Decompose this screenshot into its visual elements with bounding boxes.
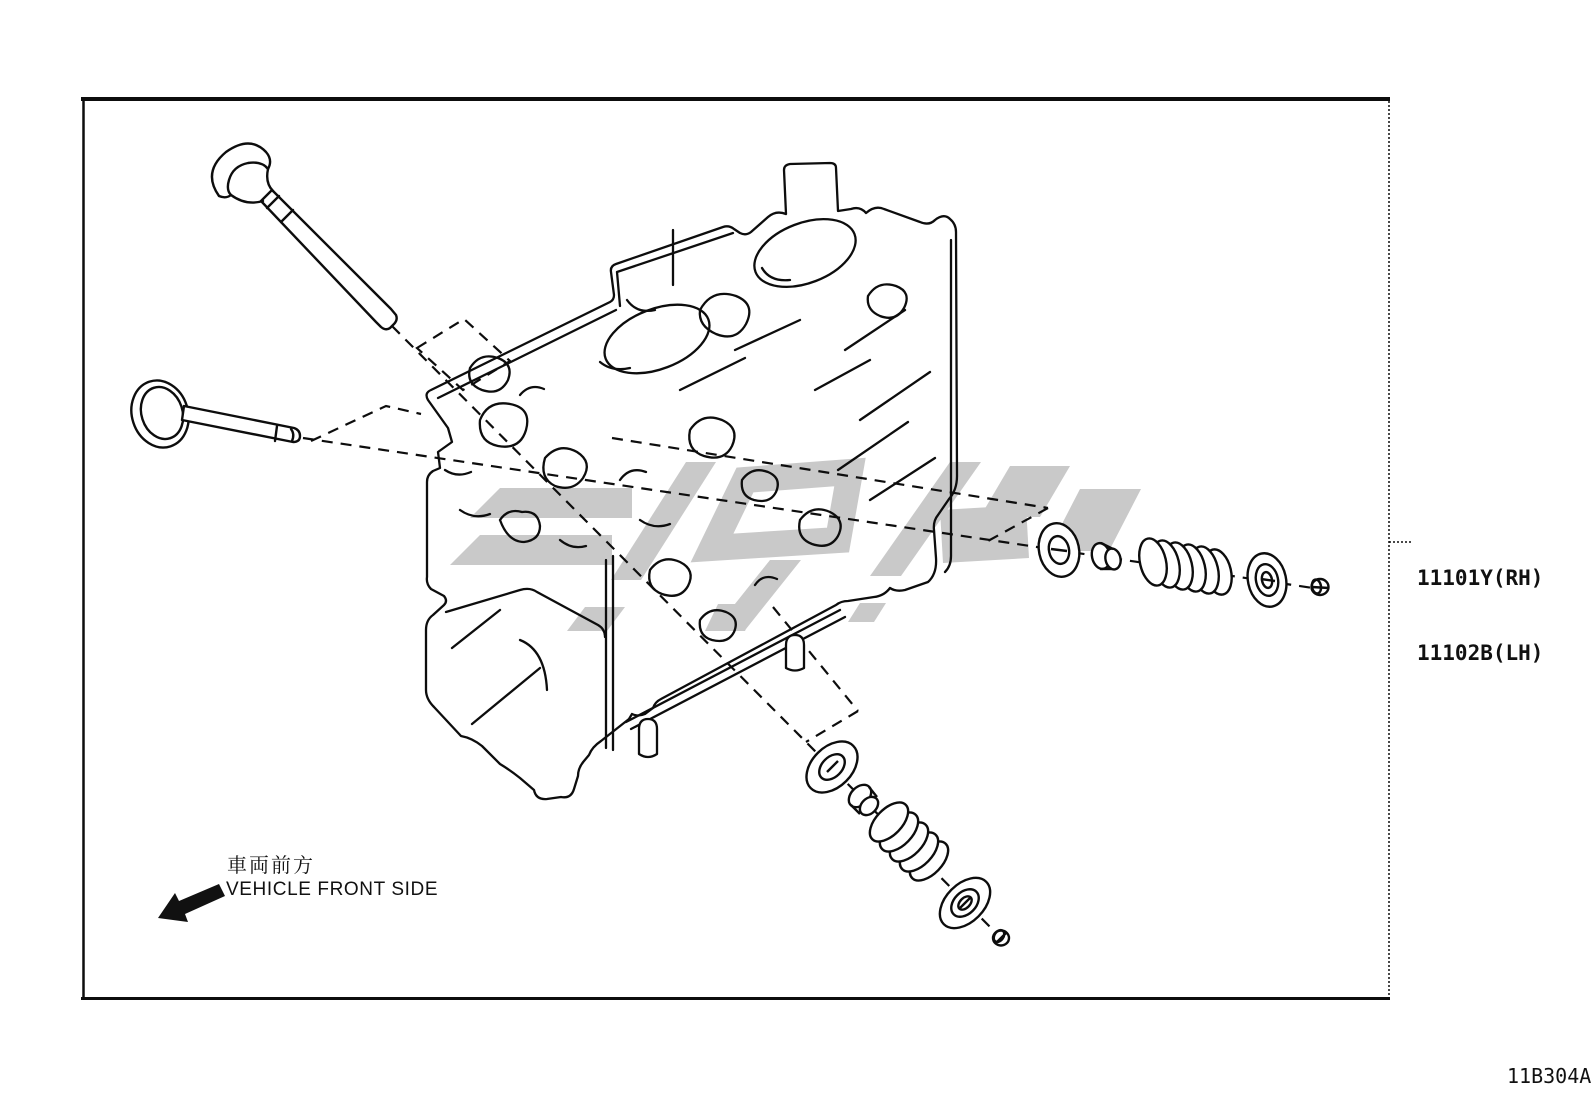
lower-valve-kit-drawing [797, 732, 1009, 946]
valve-keeper [1311, 579, 1329, 595]
vehicle-front-label-en: VEHICLE FRONT SIDE [226, 879, 439, 900]
intake-valve-drawing [123, 373, 300, 455]
valve-stem [182, 406, 300, 442]
valve-stem-oil-seal [1089, 541, 1122, 570]
vehicle-front-label-jp: 車両前方 [227, 853, 315, 877]
part-number-callout [1417, 516, 1543, 716]
valve-spring [1135, 536, 1236, 598]
part-number-line2: 11102B(LH) [1417, 641, 1544, 665]
valve-keeper [992, 928, 1009, 945]
part-number-line1: 11101Y(RH) [1417, 566, 1544, 590]
valve-spring-retainer [930, 868, 999, 937]
valve-spring-retainer [1243, 550, 1291, 611]
assembly-dashed-lines [303, 319, 1313, 945]
valve-stem [261, 190, 397, 329]
dowel-boss [639, 719, 657, 757]
vehicle-front-arrow-icon [158, 884, 225, 922]
combustion-chamber-port [595, 291, 719, 386]
exhaust-valve-drawing [212, 144, 397, 330]
diagram-code: 11B304A [1507, 1064, 1592, 1088]
valve-head [212, 144, 270, 198]
dowel-boss [786, 635, 804, 671]
